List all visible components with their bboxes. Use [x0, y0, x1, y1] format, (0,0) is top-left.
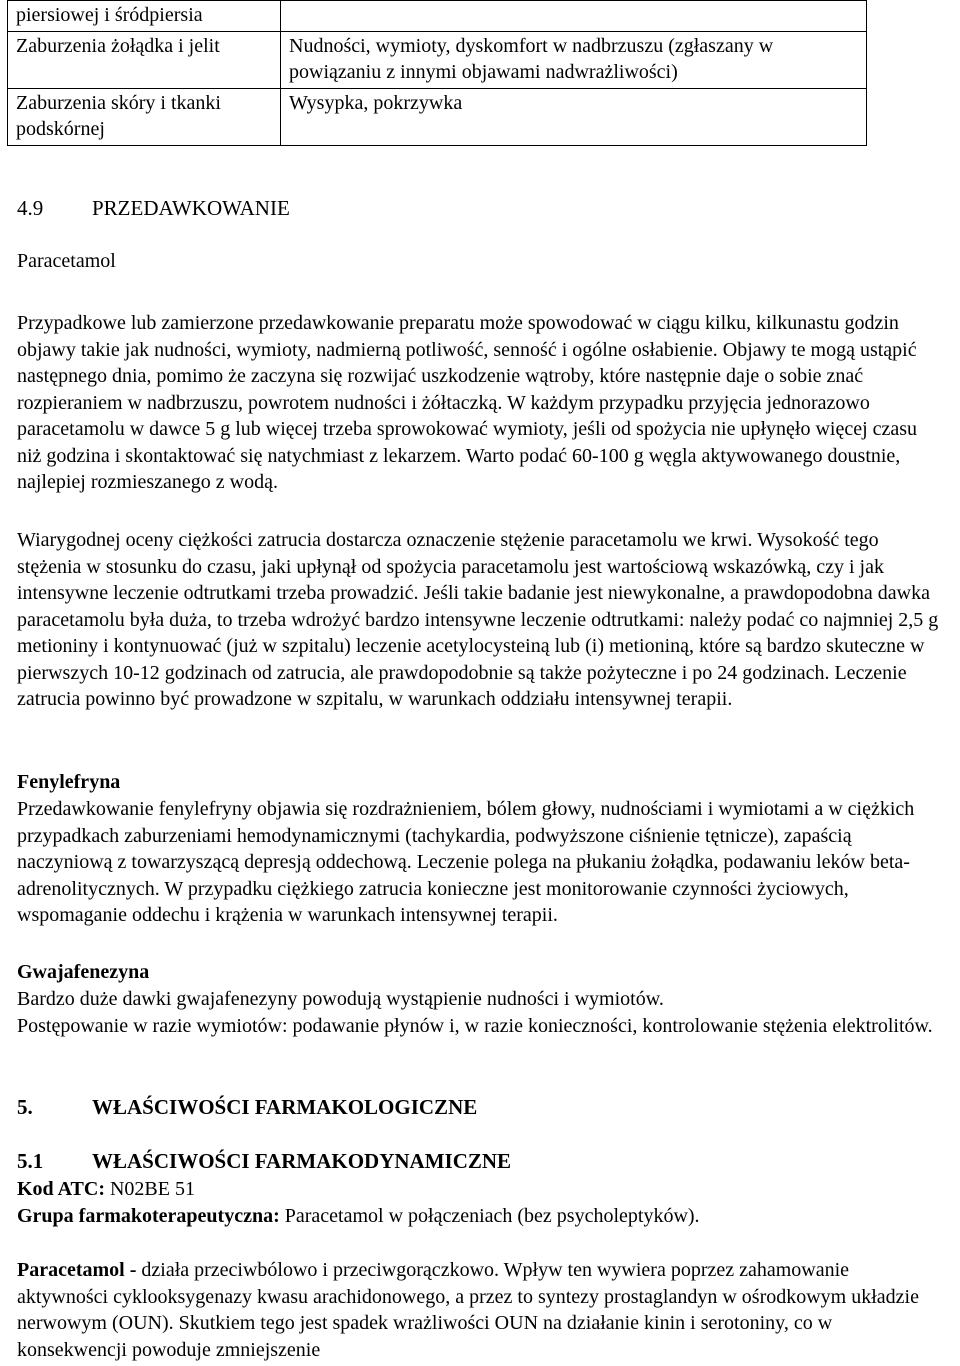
group-value: Paracetamol w połączeniach (bez psycholeptyków). — [279, 1205, 700, 1227]
atc-code-line — [17, 1176, 195, 1203]
table-row — [8, 1, 867, 32]
section-heading-5-1 — [17, 1148, 511, 1175]
paragraph-gwajafenezyna-2: Postępowanie w razie wymiotów: podawanie płynów i, w razie konieczności, kontrolowanie stężenia elektrolitów. — [17, 1015, 933, 1037]
atc-value: N02BE 51 — [104, 1178, 195, 1200]
paragraph-paracetamol-overdose: Przypadkowe lub zamierzone przedawkowanie preparatu może spowodować w ciągu kilku, kilkunastu godzin objawy takie jak nudności, wymioty, nadmierną potliwość, senność i ogólne osłabienie. Objawy te mogą ustąpić następnego dnia, pomimo że zaczyna się rozwijać uszkodzenie wątroby, które następnie daje o sobie znać rozpieraniem w nadbrzuszu, powrotem nudności i żółtaczką. W każdym przypadku przyjęcia jednorazowo paracetamolu w dawce 5 g lub więcej trzeba sprowokować wymioty, jeśli od spożycia nie upłynęło więcej czasu niż godzina i skontaktować się natychmiast z lekarzem. Warto podać 60-100 g węgla aktywowanego doustnie, najlepiej rozmieszanego z wodą. — [17, 312, 918, 493]
table-cell-effect: Wysypka, pokrzywka — [281, 89, 867, 146]
subheading-paracetamol: Paracetamol — [17, 250, 116, 272]
paragraph-fenylefryna: Przedawkowanie fenylefryny objawia się rozdrażnieniem, bólem głowy, nudnościami i wymiotami a w ciężkich przypadkach zaburzeniami hemodynamicznymi (tachykardia, podwyższone ciśnienie tętnicze), zapaścią naczyniową z towarzyszącą depresją oddechową. Leczenie polega na płukaniu żołądka, podawaniu leków beta-adrenolitycznych. W przypadku ciężkiego zatrucia konieczne jest monitorowanie czynności życiowych, wspomaganie oddechu i krążenia w warunkach intensywnej terapii. — [17, 798, 915, 926]
pharmacotherapeutic-group-line — [17, 1203, 700, 1230]
paragraph-paracetamol-action — [17, 1257, 942, 1363]
section-heading-5 — [17, 1094, 477, 1121]
section-title: WŁAŚCIWOŚCI FARMAKOLOGICZNE — [92, 1095, 478, 1119]
atc-label: Kod ATC: — [17, 1178, 105, 1200]
section-number: 5. — [17, 1095, 33, 1119]
table-cell-effect: Nudności, wymioty, dyskomfort w nadbrzuszu (zgłaszany w powiązaniu z innymi objawami nadwrażliwości) — [281, 32, 867, 89]
group-label: Grupa farmakoterapeutyczna: — [17, 1205, 280, 1227]
table-cell-effect — [281, 1, 867, 32]
section-title: WŁAŚCIWOŚCI FARMAKODYNAMICZNE — [92, 1149, 512, 1173]
section-heading-4-9 — [17, 195, 290, 222]
section-title: PRZEDAWKOWANIE — [92, 196, 290, 220]
paracetamol-label: Paracetamol - — [17, 1259, 137, 1281]
subheading-fenylefryna: Fenylefryna — [17, 771, 121, 793]
table-cell-organ: Zaburzenia żołądka i jelit — [8, 32, 281, 89]
adverse-effects-table — [7, 0, 867, 146]
subheading-gwajafenezyna: Gwajafenezyna — [17, 961, 150, 983]
paracetamol-action-text: działa przeciwbólowo i przeciwgorączkowo. Wpływ ten wywiera poprzez zahamowanie aktywności cyklooksygenazy kwasu arachidonowego, a przez to syntezy prostaglandyn w ośrodkowym układzie nerwowym (OUN). Skutkiem tego jest spadek wrażliwości OUN na działanie kinin i serotoniny, co w konsekwencji powoduje zmniejszenie — [17, 1259, 919, 1361]
table-cell-organ: Zaburzenia skóry i tkanki podskórnej — [8, 89, 281, 146]
table-row — [8, 32, 867, 89]
paragraph-gwajafenezyna-1: Bardzo duże dawki gwajafenezyny powodują wystąpienie nudności i wymiotów. — [17, 988, 664, 1010]
table-cell-organ: piersiowej i śródpiersia — [8, 1, 281, 32]
paragraph-paracetamol-treatment: Wiarygodnej oceny ciężkości zatrucia dostarcza oznaczenie stężenie paracetamolu we krwi. Wysokość tego stężenia w stosunku do czasu, jaki upłynął od spożycia paracetamolu jest wartościową wskazówką, czy i jak intensywne leczenie odtrutkami trzeba prowadzić. Jeśli takie badanie jest niewykonalne, a prawdopodobna dawka paracetamolu była duża, to trzeba wdrożyć bardzo intensywne leczenie odtrutkami: należy podać co najmniej 2,5 g metioniny i kontynuować (już w szpitalu) leczenie acetylocysteiną lub (i) metioniną, które są bardzo skuteczne w pierwszych 10-12 godzinach od zatrucia, ale prawdopodobnie są także pożyteczne i po 24 godzinach. Leczenie zatrucia powinno być prowadzone w szpitalu, w warunkach oddziału intensywnej terapii. — [17, 529, 939, 710]
section-number: 5.1 — [17, 1149, 44, 1173]
table-row — [8, 89, 867, 146]
section-number: 4.9 — [17, 196, 44, 220]
